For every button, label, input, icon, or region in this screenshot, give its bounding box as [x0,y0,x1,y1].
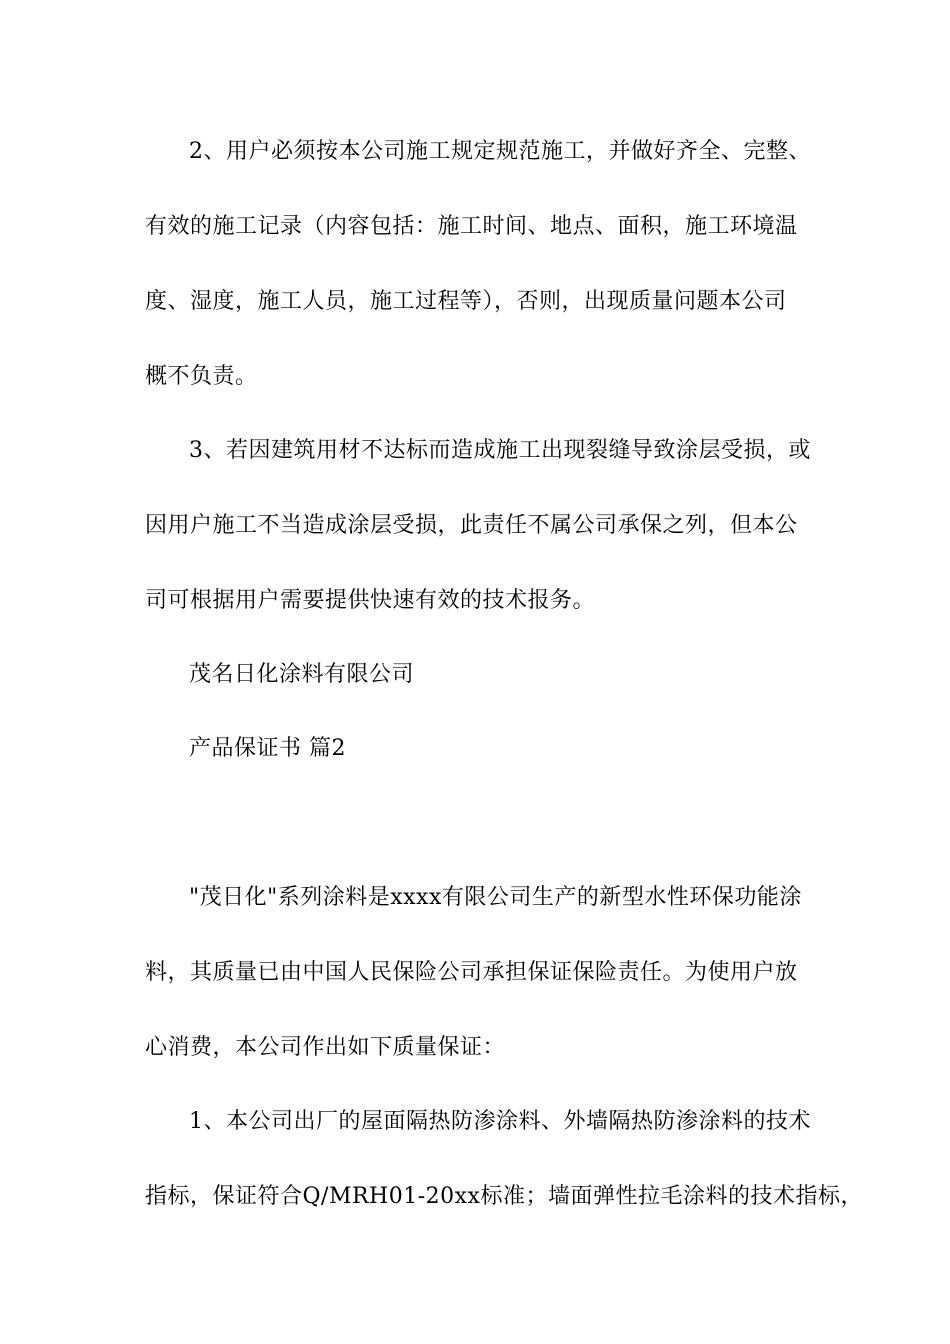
intro-paragraph-line-1: "茂日化"系列涂料是xxxx有限公司生产的新型水性环保功能涂 [189,885,802,910]
paragraph-2-line-2: 有效的施工记录（内容包括：施工时间、地点、面积，施工环境温 [145,214,798,239]
intro-paragraph-line-2: 料，其质量已由中国人民保险公司承担保证保险责任。为使用户放 [145,960,798,985]
company-name: 茂名日化涂料有限公司 [189,662,415,687]
paragraph-1-line-2: 指标，保证符合Q/MRH01-20xx标准；墙面弹性拉毛涂料的技术指标， [145,1184,863,1209]
section-heading: 产品保证书 篇2 [189,736,346,761]
paragraph-2-line-4: 概不负责。 [145,364,258,389]
paragraph-3-line-1: 3、若因建筑用材不达标而造成施工出现裂缝导致涂层受损，或 [189,438,811,463]
paragraph-2-line-3: 度、湿度，施工人员，施工过程等），否则，出现质量问题本公司 [145,289,787,314]
intro-paragraph-line-3: 心消费，本公司作出如下质量保证： [145,1035,506,1060]
paragraph-3-line-3: 司可根据用户需要提供快速有效的技术报务。 [145,588,596,613]
paragraph-3-line-2: 因用户施工不当造成涂层受损，此责任不属公司承保之列，但本公 [145,513,798,538]
paragraph-2-line-1: 2、用户必须按本公司施工规定规范施工，并做好齐全、完整、 [189,139,811,164]
paragraph-1-line-1: 1、本公司出厂的屋面隔热防渗涂料、外墙隔热防渗涂料的技术 [189,1109,811,1134]
